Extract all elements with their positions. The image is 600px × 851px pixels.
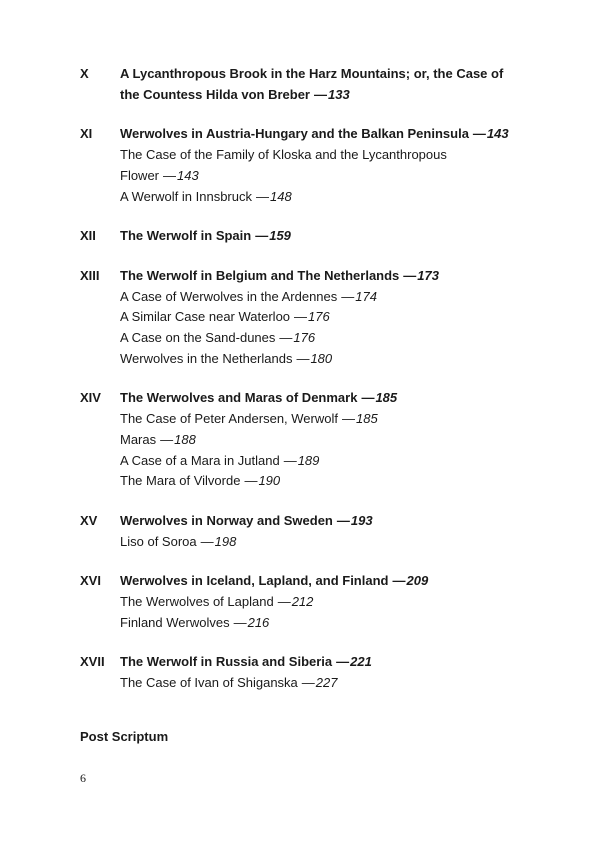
chapter-number: XII — [80, 228, 96, 244]
em-dash-separator: — — [233, 614, 247, 630]
page-reference: 185 — [355, 411, 378, 427]
chapter-number: XV — [80, 512, 98, 528]
em-dash-separator: — — [403, 267, 417, 283]
chapter-title-line — [120, 571, 560, 592]
page-reference: 212 — [291, 594, 314, 610]
chapter-title-line — [120, 652, 560, 673]
chapter-entries — [120, 226, 560, 247]
chapter-title-line — [120, 85, 560, 106]
em-dash-separator: — — [244, 473, 258, 489]
em-dash-separator: — — [163, 167, 177, 183]
em-dash-separator: — — [361, 390, 375, 406]
page-reference: 190 — [258, 473, 281, 489]
section-entry — [120, 430, 560, 451]
section-title-text: Werwolves in the Netherlands — [120, 350, 293, 366]
page-reference: 143 — [177, 167, 199, 183]
page-reference: 185 — [375, 390, 398, 406]
section-title-text: The Case of Peter Andersen, Werwolf — [120, 411, 338, 427]
section-title-text: Maras — [120, 431, 157, 447]
em-dash-separator: — — [313, 86, 327, 102]
chapter-title-line — [120, 511, 560, 532]
section-title-text: A Case on the Sand-dunes — [120, 330, 276, 346]
section-entry — [120, 307, 560, 328]
page-reference: 174 — [355, 288, 377, 304]
chapter-title-text: A Lycanthropous Brook in the Harz Mountains; or, the Case of — [120, 66, 504, 81]
chapter-title-text: Werwolves in Norway and Sweden — [120, 512, 333, 528]
page-reference: 216 — [247, 614, 270, 630]
section-entry — [120, 166, 560, 187]
section-entry — [120, 592, 560, 613]
section-title-text: The Werwolves of Lapland — [120, 594, 274, 610]
em-dash-separator: — — [336, 512, 350, 528]
page-reference: 148 — [269, 188, 292, 204]
section-entry — [120, 287, 560, 308]
page-reference: 198 — [214, 533, 237, 549]
chapter-title-line — [120, 266, 560, 287]
post-scriptum-heading: Post Scriptum — [80, 729, 169, 744]
chapter-title-line — [120, 64, 560, 85]
table-of-contents — [80, 64, 560, 713]
section-entry — [120, 451, 560, 472]
section-title-text: A Case of a Mara in Jutland — [120, 452, 280, 468]
page-reference: 143 — [486, 126, 509, 142]
section-title-text: Flower — [120, 167, 160, 183]
page-reference: 173 — [417, 267, 439, 283]
em-dash-separator: — — [255, 228, 269, 244]
section-entry — [120, 532, 560, 553]
page-reference: 133 — [327, 86, 350, 102]
chapter-title-line — [120, 226, 560, 247]
page-reference: 227 — [315, 675, 338, 691]
em-dash-separator: — — [341, 288, 355, 304]
chapter-entries — [120, 511, 560, 552]
toc-chapter — [80, 266, 560, 370]
page-reference: 180 — [310, 350, 333, 366]
section-title-text: The Mara of Vilvorde — [120, 473, 241, 489]
section-entry — [120, 613, 560, 634]
section-title-text: Finland Werwolves — [120, 614, 230, 630]
section-entry — [120, 145, 560, 166]
chapter-title-text: The Werwolf in Spain — [120, 228, 252, 244]
em-dash-separator: — — [336, 654, 350, 670]
chapter-title-text: Werwolves in Iceland, Lapland, and Finland — [120, 573, 389, 589]
chapter-number: XIII — [80, 267, 100, 283]
toc-chapter — [80, 64, 560, 105]
section-title-text: The Case of the Family of Kloska and the Lycanthropous — [120, 147, 447, 163]
chapter-title-text: The Werwolf in Belgium and The Netherlands — [120, 267, 400, 283]
section-title-text: A Similar Case near Waterloo — [120, 309, 291, 325]
section-title-text: A Werwolf in Innsbruck — [120, 188, 252, 204]
chapter-entries — [120, 652, 560, 693]
section-title-text: Liso of Soroa — [120, 533, 197, 549]
page-reference: 188 — [174, 431, 196, 447]
em-dash-separator: — — [200, 533, 214, 549]
page-reference: 209 — [406, 573, 429, 589]
chapter-title-text: Werwolves in Austria-Hungary and the Balkan Peninsula — [120, 126, 469, 142]
chapter-title-text: The Werwolf in Russia and Siberia — [120, 654, 333, 670]
section-entry — [120, 187, 560, 208]
section-entry — [120, 349, 560, 370]
chapter-number: XVI — [80, 573, 101, 589]
em-dash-separator: — — [279, 330, 293, 346]
toc-chapter — [80, 511, 560, 552]
toc-chapter — [80, 652, 560, 693]
chapter-title-line — [120, 124, 560, 145]
em-dash-separator: — — [341, 411, 355, 427]
section-entry — [120, 328, 560, 349]
page-reference: 176 — [293, 330, 316, 346]
chapter-title-text: the Countess Hilda von Breber — [120, 86, 310, 102]
chapter-entries — [120, 64, 560, 105]
chapter-number: X — [80, 66, 89, 81]
section-entry — [120, 673, 560, 694]
em-dash-separator: — — [472, 126, 486, 142]
page-reference: 159 — [269, 228, 291, 244]
em-dash-separator: — — [255, 188, 269, 204]
page-reference: 176 — [308, 309, 330, 325]
chapter-entries — [120, 266, 560, 370]
chapter-number: XVII — [80, 654, 105, 670]
page-reference: 193 — [350, 512, 373, 528]
em-dash-separator: — — [392, 573, 406, 589]
em-dash-separator: — — [277, 594, 291, 610]
chapter-title-line — [120, 388, 560, 409]
em-dash-separator: — — [160, 431, 174, 447]
section-title-text: A Case of Werwolves in the Ardennes — [120, 288, 338, 304]
chapter-entries — [120, 388, 560, 492]
toc-chapter — [80, 226, 560, 247]
section-entry — [120, 471, 560, 492]
section-title-text: The Case of Ivan of Shiganska — [120, 675, 298, 691]
em-dash-separator: — — [283, 452, 297, 468]
page-reference: 221 — [350, 654, 372, 670]
em-dash-separator: — — [301, 675, 315, 691]
chapter-entries — [120, 124, 560, 207]
chapter-entries — [120, 571, 560, 633]
em-dash-separator: — — [296, 350, 310, 366]
page-reference: 189 — [297, 452, 320, 468]
section-entry — [120, 409, 560, 430]
chapter-title-text: The Werwolves and Maras of Denmark — [120, 390, 358, 406]
chapter-number: XI — [80, 126, 93, 142]
page-number: 6 — [80, 771, 86, 785]
toc-chapter — [80, 388, 560, 492]
toc-chapter — [80, 571, 560, 633]
toc-chapter — [80, 124, 560, 207]
chapter-number: XIV — [80, 390, 101, 406]
em-dash-separator: — — [294, 309, 308, 325]
